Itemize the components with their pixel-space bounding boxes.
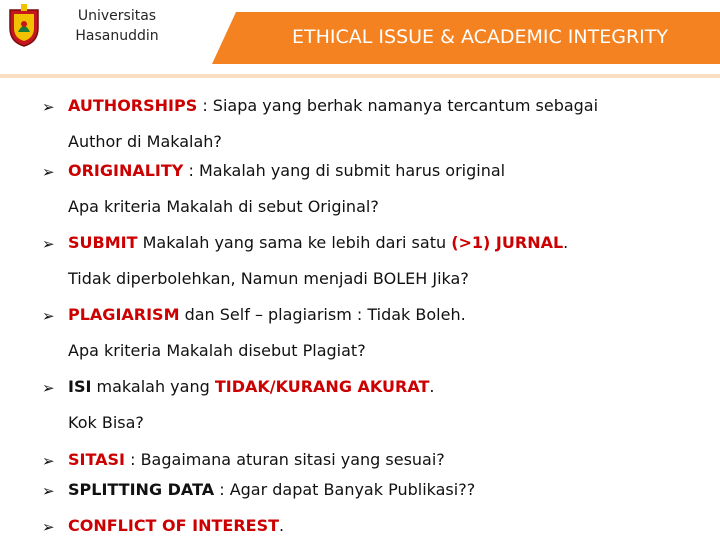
arrow-bullet-icon: ➢ — [42, 307, 55, 325]
keyword: SUBMIT — [68, 233, 138, 252]
item-continuation: Apa kriteria Makalah di sebut Original? — [68, 197, 379, 216]
keyword: ISI — [68, 377, 92, 396]
list-item — [42, 480, 712, 500]
arrow-bullet-icon: ➢ — [42, 163, 55, 181]
keyword: TIDAK/KURANG AKURAT — [214, 377, 430, 396]
university-logo-icon — [4, 2, 44, 48]
list-item — [42, 450, 712, 470]
item-text: : Bagaimana aturan sitasi yang sesuai? — [125, 450, 445, 469]
keyword: SPLITTING DATA — [68, 480, 215, 499]
keyword: PLAGIARISM — [68, 305, 180, 324]
header-band — [0, 74, 720, 78]
item-text: : Makalah yang di submit harus original — [183, 161, 506, 180]
university-line1: Universitas — [77, 8, 157, 24]
item-text: dan Self – plagiarism : Tidak Boleh. — [179, 305, 466, 324]
arrow-bullet-icon: ➢ — [42, 98, 55, 116]
arrow-bullet-icon: ➢ — [42, 452, 55, 470]
item-text: . — [563, 233, 569, 252]
item-text: : Agar dapat Banyak Publikasi?? — [214, 480, 476, 499]
item-continuation: Tidak diperbolehkan, Namun menjadi BOLEH Jika? — [68, 269, 469, 288]
item-continuation: Author di Makalah? — [68, 132, 222, 151]
arrow-bullet-icon: ➢ — [42, 482, 55, 500]
list-item — [42, 516, 712, 536]
keyword: CONFLICT OF INTEREST — [68, 516, 280, 535]
item-text: Makalah yang sama ke lebih dari satu — [137, 233, 452, 252]
university-line2: Hasanuddin — [75, 28, 159, 44]
arrow-bullet-icon: ➢ — [42, 379, 55, 397]
item-continuation: Kok Bisa? — [68, 413, 144, 432]
list-item — [42, 305, 712, 325]
item-text: makalah yang — [91, 377, 215, 396]
list-item — [42, 233, 712, 253]
item-text: : Siapa yang berhak namanya tercantum sebagai — [197, 96, 599, 115]
arrow-bullet-icon: ➢ — [42, 518, 55, 536]
slide-header — [0, 0, 720, 78]
keyword: ORIGINALITY — [68, 161, 184, 180]
keyword: SITASI — [68, 450, 126, 469]
arrow-bullet-icon: ➢ — [42, 235, 55, 253]
university-name — [62, 6, 172, 46]
item-text: . — [279, 516, 285, 535]
keyword: (>1) JURNAL — [451, 233, 564, 252]
bullet-list — [42, 96, 712, 536]
item-continuation: Apa kriteria Makalah disebut Plagiat? — [68, 341, 366, 360]
slide-title: ETHICAL ISSUE & ACADEMIC INTEGRITY — [292, 26, 668, 48]
list-item — [42, 377, 712, 397]
list-item — [42, 96, 712, 116]
item-text: . — [429, 377, 435, 396]
list-item — [42, 161, 712, 181]
keyword: AUTHORSHIPS — [68, 96, 198, 115]
